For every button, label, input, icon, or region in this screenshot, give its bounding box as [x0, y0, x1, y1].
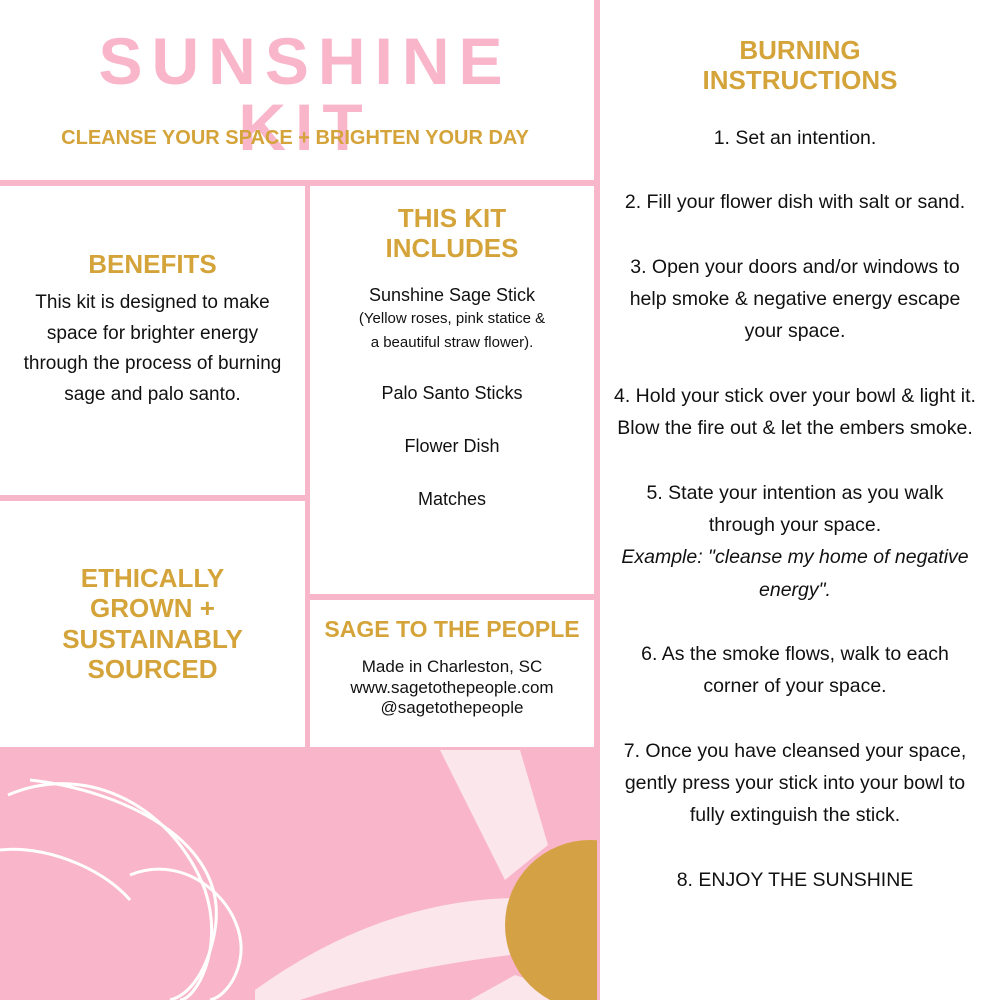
instruction-step: 4. Hold your stick over your bowl & light it. Blow the fire out & let the embers smoke.	[614, 384, 976, 440]
benefits-text: This kit is designed to make space for brighter energy through the process of burning sage and palo santo.	[23, 291, 282, 406]
instructions-heading	[600, 36, 1000, 96]
includes-section	[312, 204, 592, 515]
ethics-line: SUSTAINABLY	[62, 623, 243, 654]
includes-heading-line: INCLUDES	[385, 232, 519, 263]
include-item-matches: Matches	[417, 489, 487, 510]
brand-handle[interactable]: @sagetothepeople	[380, 698, 524, 718]
page-title: SUNSHINE KIT	[98, 24, 512, 164]
instructions-heading-line: BURNING	[739, 35, 861, 65]
benefits-heading: BENEFITS	[88, 249, 217, 279]
ethics-line: GROWN +	[90, 593, 215, 624]
benefits-section	[20, 250, 285, 411]
include-item-palo-santo: Palo Santo Sticks	[381, 383, 523, 404]
page-subtitle: CLEANSE YOUR SPACE + BRIGHTEN YOUR DAY	[61, 127, 529, 149]
instruction-step: 8. ENJOY THE SUNSHINE	[676, 868, 914, 891]
brand-location: Made in Charleston, SC	[361, 657, 543, 676]
instruction-step: 5. State your intention as you walk through your space.	[646, 481, 944, 536]
include-detail-line: a beautiful straw flower).	[370, 334, 534, 352]
instruction-step: 2. Fill your flower dish with salt or sand.	[624, 191, 966, 214]
instructions-heading-line: INSTRUCTIONS	[702, 64, 898, 95]
instruction-step: 7. Once you have cleansed your space, gently press your stick into your bowl to fully extinguish the stick.	[623, 739, 967, 827]
includes-heading-line: THIS KIT	[397, 203, 507, 233]
instruction-step: 3. Open your doors and/or windows to help smoke & negative energy escape your space.	[629, 255, 961, 343]
instruction-step: 6. As the smoke flows, walk to each corner of your space.	[641, 642, 949, 698]
instruction-step-5	[612, 477, 978, 606]
flower-illustration	[0, 750, 597, 1000]
divider-vertical-inner	[305, 183, 310, 750]
instruction-example: Example: "cleanse my home of negative energy".	[621, 546, 969, 601]
ethics-line: SOURCED	[87, 654, 218, 685]
divider-horizontal-header	[0, 180, 597, 186]
instructions-list	[612, 122, 978, 928]
include-item-flower-dish: Flower Dish	[404, 436, 500, 457]
include-item-sage-stick-detail	[312, 307, 592, 355]
include-item-sage-stick: Sunshine Sage Stick	[368, 284, 536, 305]
brand-website[interactable]: www.sagetothepeople.com	[350, 677, 554, 697]
includes-heading	[312, 204, 592, 264]
brand-section	[312, 616, 592, 719]
brand-heading: SAGE TO THE PEOPLE	[324, 616, 580, 642]
instruction-step: 1. Set an intention.	[713, 127, 877, 149]
divider-horizontal-benefits	[0, 495, 308, 501]
divider-horizontal-includes	[308, 594, 597, 600]
include-detail-line: (Yellow roses, pink statice &	[358, 310, 546, 328]
ethics-section	[20, 563, 285, 685]
ethics-line: ETHICALLY	[80, 563, 225, 593]
